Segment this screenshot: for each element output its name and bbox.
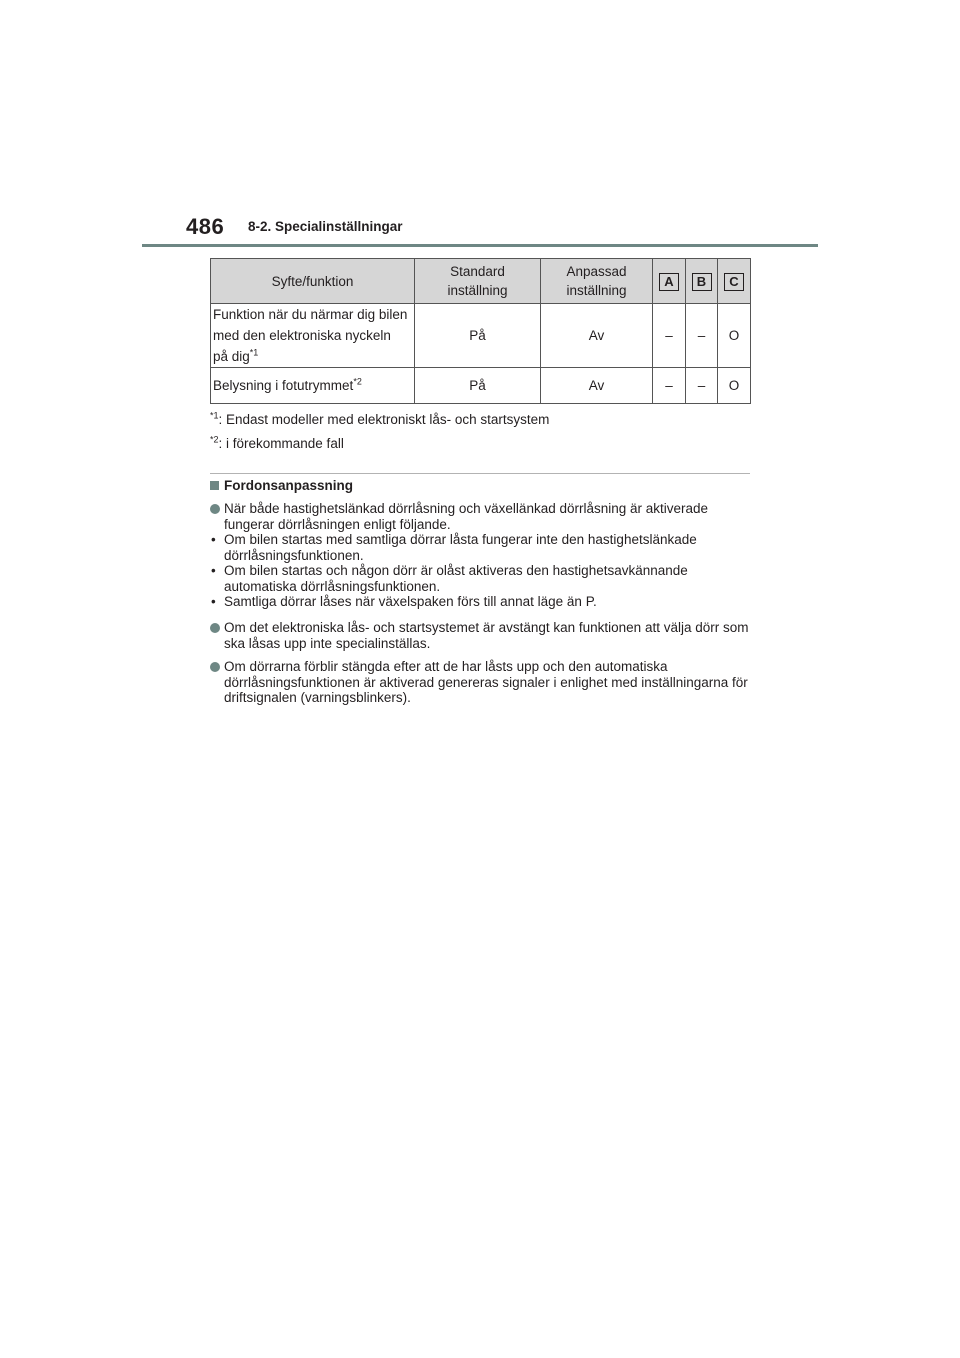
list-item: • Om bilen startas med samtliga dörrar låsta fungerar inte den hastighetslänkade dörrlåsningsfunktionen. <box>211 532 697 563</box>
list-item: • Samtliga dörrar låses när växelspaken förs till annat läge än P. <box>211 594 597 609</box>
section-heading: Fordonsanpassning <box>210 478 353 493</box>
function-cell: Funktion när du närmar dig bilen med den elektroniska nyckeln på dig$^{*1}$ <box>211 304 415 368</box>
page-number: 486 <box>186 214 225 239</box>
a-cell: – <box>653 368 686 404</box>
settings-table <box>210 258 751 404</box>
function-cell: Belysning i fotutrymmet$^{*2}$ <box>211 368 415 404</box>
c-cell: O <box>718 368 751 404</box>
round-bullet-icon <box>210 662 220 672</box>
round-bullet-icon <box>210 504 220 514</box>
a-cell: – <box>653 304 686 368</box>
standard-cell: På <box>415 304 541 368</box>
col-header-standard: Standard inställning <box>415 259 541 304</box>
col-header-custom: Anpassad inställning <box>541 259 653 304</box>
round-bullet-icon <box>210 623 220 633</box>
footnote-2: $^{*2}$: i förekommande fall <box>210 434 344 451</box>
col-header-function: Syfte/funktion <box>211 259 415 304</box>
custom-cell: Av <box>541 368 653 404</box>
col-header-a: A <box>653 259 686 304</box>
header-rule <box>142 244 818 247</box>
footnote-1: $^{*1}$: Endast modeller med elektroniskt lås- och startsystem <box>210 410 550 427</box>
bullet-paragraph-3: Om dörrarna förblir stängda efter att de har låsts upp och den automatiska dörrlåsningsfunktionen är aktiverad genereras signaler i enlighet med inställningarna för driftsignalen (varningsblinkers). <box>210 659 755 706</box>
square-bullet-icon <box>210 481 219 490</box>
bullet-paragraph-2: Om det elektroniska lås- och startsystemet är avstängt kan funktionen att välja dörr som ska låsas upp inte specialinställas. <box>210 620 755 651</box>
table-header-row <box>211 259 751 304</box>
col-header-b: B <box>686 259 718 304</box>
standard-cell: På <box>415 368 541 404</box>
list-item: • Om bilen startas och någon dörr är olåst aktiveras den hastighetsavkännande automatiska dörrlåsningsfunktionen. <box>211 563 688 594</box>
c-cell: O <box>718 304 751 368</box>
b-cell: – <box>686 368 718 404</box>
table-row <box>211 368 751 404</box>
bullet-paragraph-1: När både hastighetslänkad dörrlåsning och växellänkad dörrlåsning är aktiverade fungerar dörrlåsningen enligt följande. • Om bilen startas med samtliga dörrar låsta fungerar inte den hastighetslänkade dörrlåsningsfunktionen. • Om bilen startas och någon dörr är olåst aktiveras den hastighetsavkännande automatiska dörrlåsningsfunktionen. • Samtliga dörrar låses när växelspaken förs till annat läge än P. <box>210 501 755 610</box>
table-row <box>211 304 751 368</box>
section-title: 8-2. Specialinställningar <box>248 219 403 234</box>
section-divider <box>210 473 750 474</box>
custom-cell: Av <box>541 304 653 368</box>
col-header-c: C <box>718 259 751 304</box>
b-cell: – <box>686 304 718 368</box>
